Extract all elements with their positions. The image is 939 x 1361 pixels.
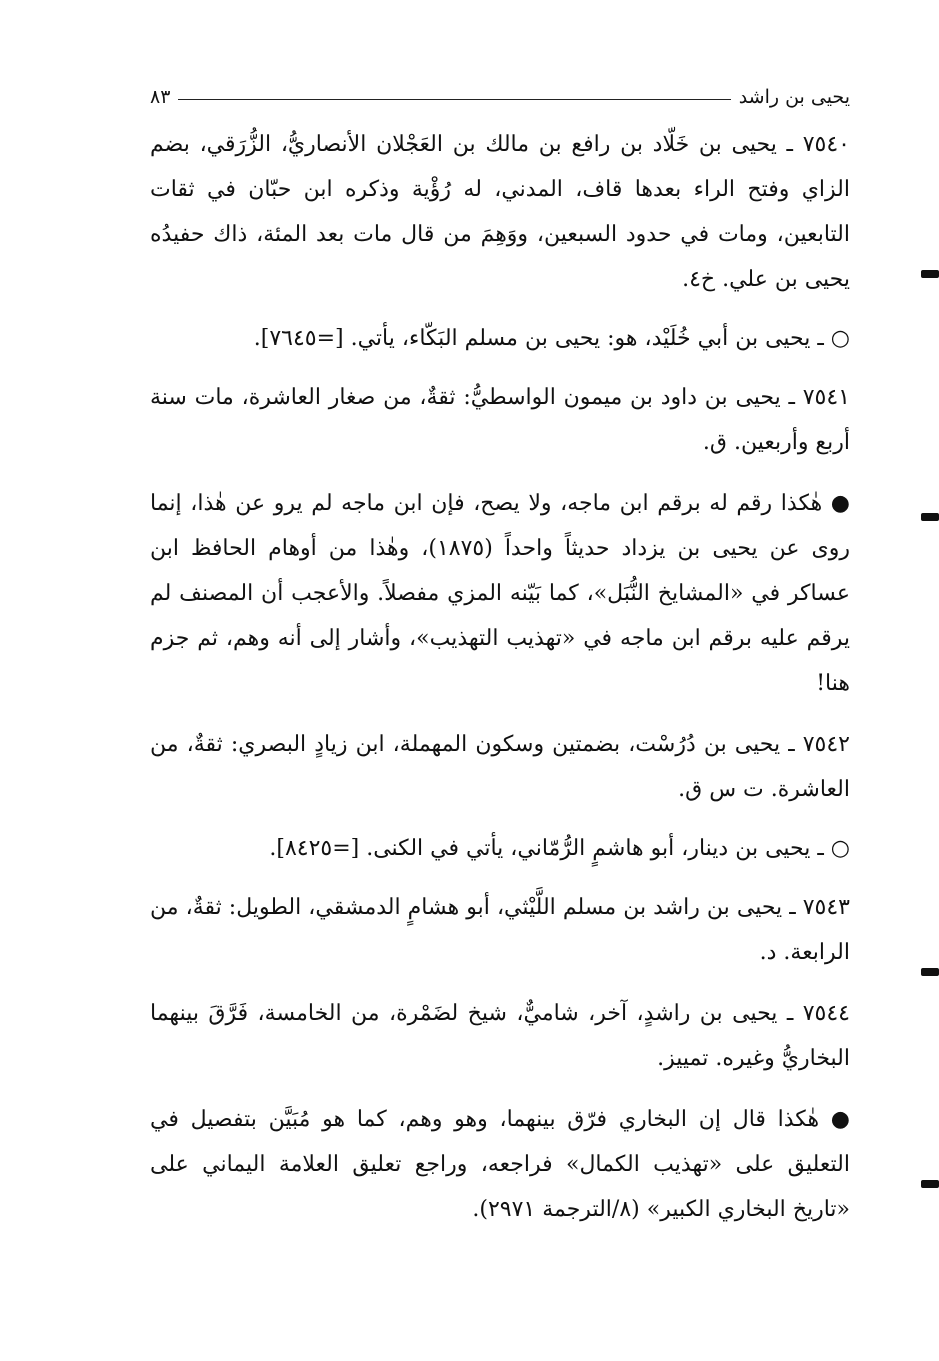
cross-reference-yahya-ibn-dinar: ○ ـ يحيى بن دينار، أبو هاشمٍ الرُّمّاني، يأتي في الكنى. [=٨٤٢٥]. xyxy=(269,836,850,861)
paragraph-gap xyxy=(150,1081,850,1097)
page-edge-mark xyxy=(921,968,939,976)
page-edge-mark xyxy=(921,513,939,521)
entry-7540: ٧٥٤٠ ـ يحيى بن خَلّاد بن رافع بن مالك بن العَجْلان الأنصاريُّ، الزُّرَقي، بضم الزاي وفتح الراء بعدها قاف، المدني، له رُؤْية وذكره ابن حبّان في ثقات التابعين، ومات في حدود السبعين، ووَهِمَ من قال مات بعد المئة، ذاك حفيدُه يحيى بن علي. خ٤. xyxy=(150,132,850,292)
running-title: يحيى بن راشد xyxy=(738,86,850,108)
page-body xyxy=(150,122,850,1232)
entry-7544: ٧٥٤٤ ـ يحيى بن راشدٍ، آخر، شاميٌّ، شيخ لضَمْرة، من الخامسة، فَرَّقَ بينهما البخاريُّ وغيره. تمييز. xyxy=(150,1001,850,1071)
page-edge-mark xyxy=(921,270,939,278)
note-7544: ● هٰكذا قال إن البخاري فرّق بينهما، وهو وهم، كما هو مُبَيَّن بتفصيل في التعليق على «تهذيب الكمال» فراجعه، وراجع تعليق العلامة اليماني على «تاريخ البخاري الكبير» (٨/الترجمة ٢٩٧١). xyxy=(150,1107,850,1222)
paragraph-gap xyxy=(150,706,850,722)
entry-7543: ٧٥٤٣ ـ يحيى بن راشد بن مسلم اللَّيْثي، أبو هشامٍ الدمشقي، الطويل: ثقةٌ، من الرابعة. د. xyxy=(150,895,850,965)
page-number: ٨٣ xyxy=(150,86,171,108)
page-header xyxy=(150,82,850,112)
paragraph-gap xyxy=(150,812,850,826)
header-rule xyxy=(178,99,730,100)
page-edge-mark xyxy=(921,1180,939,1188)
paragraph-gap xyxy=(150,975,850,991)
paragraph-gap xyxy=(150,465,850,481)
note-7541: ● هٰكذا رقم له برقم ابن ماجه، ولا يصح، فإن ابن ماجه لم يرو عن هٰذا، إنما روى عن يحيى بن يزداد حديثاً واحداً (١٨٧٥)، وهٰذا من أوهام الحافظ ابن عساكر في «المشايخ النُّبَل»، كما بَيّنه المزي مفصلاً. والأعجب أن المصنف لم يرقم عليه برقم ابن ماجه في «تهذيب التهذيب»، وأشار إلى أنه وهم، ثم جزم هنا! xyxy=(150,491,850,696)
paragraph-gap xyxy=(150,361,850,375)
paragraph-gap xyxy=(150,302,850,316)
entry-7541: ٧٥٤١ ـ يحيى بن داود بن ميمون الواسطيُّ: ثقةٌ، من صغار العاشرة، مات سنة أربع وأربعين. ق. xyxy=(150,385,850,455)
paragraph-gap xyxy=(150,871,850,885)
cross-reference-yahya-ibn-abi-khulayd: ○ ـ يحيى بن أبي خُلَيْد، هو: يحيى بن مسلم البَكّاء، يأتي. [=٧٦٤٥]. xyxy=(253,326,850,351)
entry-7542: ٧٥٤٢ ـ يحيى بن دُرُسْت، بضمتين وسكون المهملة، ابن زيادٍ البصري: ثقةٌ، من العاشرة. ت س ق. xyxy=(150,732,850,802)
